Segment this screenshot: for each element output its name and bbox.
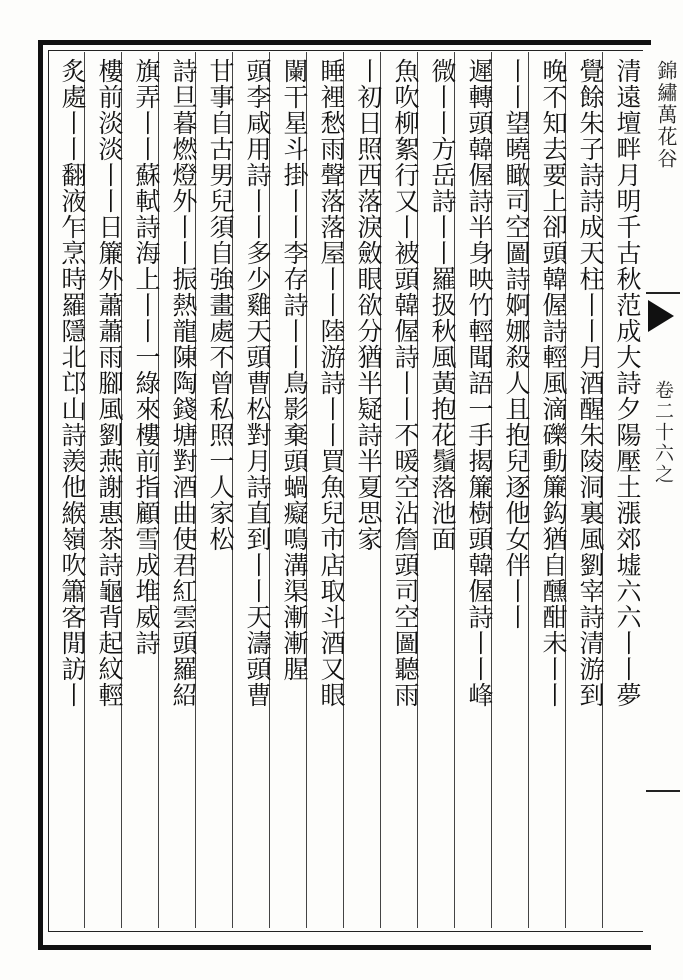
column-text: 丨丨望曉瞰司空圖詩婀娜殺人且抱兒逐他女伴丨丨 — [502, 58, 531, 630]
margin-juan-text: 卷二十六之 — [652, 380, 674, 485]
fish-tail-mark — [648, 300, 674, 332]
column-text: 覺餘朱子詩詩成天柱丨丨月酒醒朱陵洞裏風劉宰詩清游到 — [576, 58, 605, 708]
column-text: 頭李咸用詩丨丨多少雞天頭曹松對月詩直到丨丨天濤頭曹 — [243, 58, 272, 708]
column-text: 樓前淡淡丨丨日簾外蕭蕭雨腳風劉燕謝惠茶詩龜背起紋輕 — [95, 58, 124, 708]
margin-juan — [650, 380, 680, 580]
column-text: 遲轉頭韓偓詩半身映竹輕聞語一手揭簾樹頭韓偓詩丨丨峰 — [465, 58, 494, 708]
column-text: 清遠壇畔月明千古秋范成大詩夕陽壓土漲郊墟六六丨丨夢 — [613, 58, 642, 708]
column-text: 微丨丨方岳詩丨丨羅扱秋風黃抱花鬚落池面 — [428, 58, 457, 552]
column-text: 詩旦暮燃燈外丨丨振熱龍陳陶錢塘對酒曲使君紅雲頭羅紹 — [169, 58, 198, 708]
column-text: 炙處丨丨翻液乍烹時羅隱北邙山詩羨他緱嶺吹簫客閒訪丨 — [58, 58, 87, 708]
column-text: 丨初日照西落淚斂眼欲分猶半疑詩半夏思家 — [354, 58, 383, 552]
text-column — [50, 58, 94, 924]
column-text: 睡裡愁雨聲落落屋丨丨陸游詩丨丨買魚兒市店取斗酒又眼 — [317, 58, 346, 708]
column-text: 旗弄丨丨蘇軾詩海上丨丨一綠來樓前指顧雪成堆威詩 — [132, 58, 161, 656]
margin-title-text: 錦繡萬花谷 — [654, 60, 678, 170]
column-text: 甘事自古男兒須自強畫處不曾私照一人家松 — [206, 58, 235, 552]
column-text: 晚不知去要上卻頭韓偓詩輕風滴礫動簾鈎猶自醺酣未丨丨 — [539, 58, 568, 708]
column-text: 闌干星斗掛丨丨李存詩丨丨鳥影棄頭蝸癡鳴溝渠漸漸腥 — [280, 58, 309, 682]
margin-rule — [646, 790, 680, 792]
margin-rule — [646, 292, 680, 294]
column-text: 魚吹柳絮行又丨被頭韓偓詩丨丨不暖空沾詹頭司空圖聽雨 — [391, 58, 420, 708]
